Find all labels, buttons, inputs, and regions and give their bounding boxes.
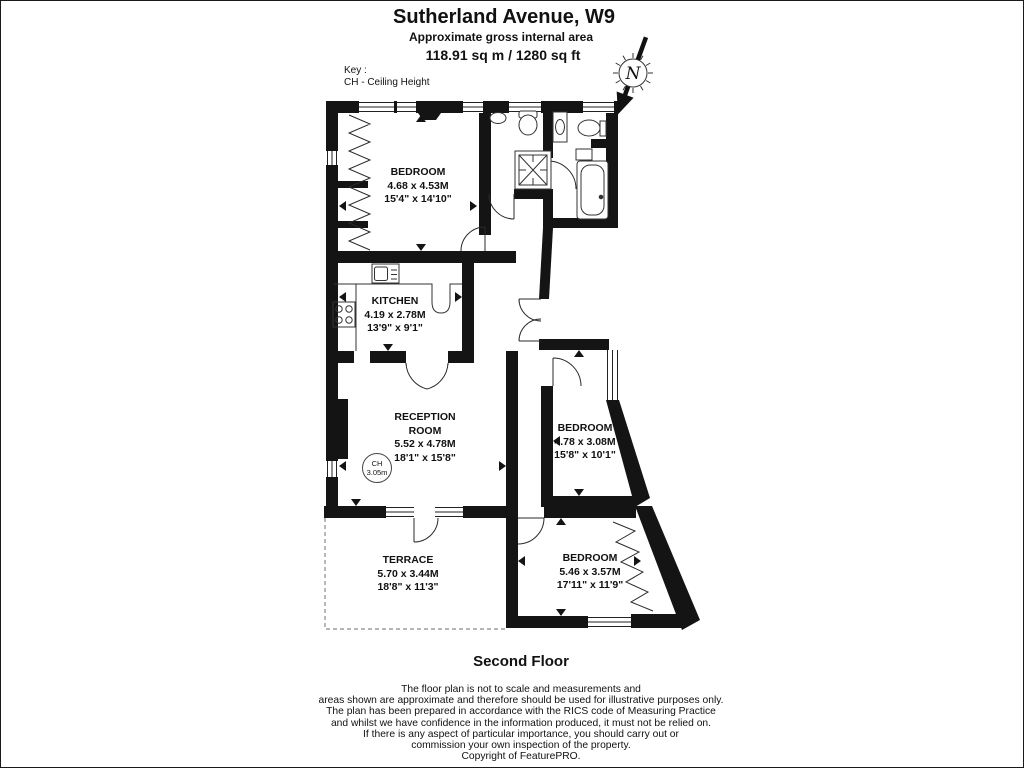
room-metric: 4.78 x 3.08M: [554, 435, 616, 448]
toilet-1: [519, 115, 537, 135]
disclaimer-line: If there is any aspect of particular importance, you should carry out or: [363, 728, 679, 740]
disclaimer-line: commission your own inspection of the property.: [411, 740, 631, 752]
basin-1: [490, 113, 506, 124]
walls: [324, 101, 700, 630]
door-bedroom3: [518, 518, 544, 544]
room-name: TERRACE: [382, 554, 434, 566]
double-doors-hallway: [519, 299, 541, 341]
room-name: KITCHEN: [371, 295, 419, 307]
door-bathroom2: [548, 161, 576, 189]
room-name: BEDROOM: [557, 422, 613, 434]
disclaimer-line: The floor plan is not to scale and measurements and: [401, 684, 641, 695]
room-imperial: 13'9" x 9'1": [367, 322, 423, 334]
room-metric: 4.19 x 2.78M: [364, 308, 426, 321]
room-imperial: 15'8" x 10'1": [554, 449, 616, 461]
ceiling-height-badge: [362, 453, 392, 483]
door-terrace: [414, 518, 438, 542]
gross-internal-area: 118.91 sq m / 1280 sq ft: [425, 47, 581, 63]
room-name: BEDROOM: [390, 166, 446, 178]
ch-value: 3.05m: [366, 468, 388, 477]
room-name: BEDROOM: [562, 552, 618, 564]
disclaimer-line: areas shown are approximate and therefore should be used for illustrative purposes only.: [318, 695, 724, 707]
disclaimer-line: The plan has been prepared in accordance with the RICS code of Measuring Practice: [326, 706, 716, 718]
shelf: [576, 149, 592, 160]
room-label-bedroom3: [557, 552, 623, 593]
subtitle: Approximate gross internal area: [408, 30, 594, 44]
room-imperial: 15'4" x 14'10": [384, 193, 452, 205]
disclaimer-line: and whilst we have confidence in the information produced, it must not be relied on.: [330, 717, 712, 729]
key-item: CH - Ceiling Height: [344, 77, 430, 88]
door-bedroom2: [553, 358, 581, 386]
key-label: Key :: [344, 65, 367, 76]
disclaimer: [318, 684, 723, 762]
toilet-2-cistern: [600, 121, 606, 136]
toilet-2: [578, 120, 600, 136]
room-label-reception: [394, 411, 456, 465]
room-imperial: 18'1" x 15'8": [394, 451, 456, 464]
room-name: RECEPTION: [394, 411, 456, 423]
room-metric: 5.52 x 4.78M: [394, 438, 456, 450]
page-title: Sutherland Avenue, W9: [393, 6, 615, 28]
room-imperial: 18'8" x 11'3": [377, 581, 439, 593]
door-bathroom1: [489, 194, 514, 219]
room-imperial: 17'11" x 11'9": [556, 579, 624, 591]
room-name: ROOM: [408, 424, 442, 437]
room-metric: 5.70 x 3.44M: [377, 567, 439, 580]
floor-label: Second Floor: [473, 653, 569, 670]
room-metric: 5.46 x 3.57M: [559, 565, 621, 578]
copyright-line: Copyright of FeaturePRO.: [461, 751, 581, 763]
room-label-kitchen: [364, 295, 425, 336]
double-doors-kitchen: [406, 363, 448, 389]
key-legend: [344, 65, 430, 89]
wardrobe-divider: [338, 181, 368, 188]
north-letter: N: [625, 64, 641, 84]
room-label-terrace: [377, 554, 438, 595]
room-label-bedroom1: [384, 166, 452, 207]
ch-label: CH: [371, 459, 383, 468]
reception-pier: [338, 399, 348, 459]
room-label-bedroom2: [554, 422, 616, 463]
room-metric: 4.68 x 4.53M: [387, 179, 449, 192]
